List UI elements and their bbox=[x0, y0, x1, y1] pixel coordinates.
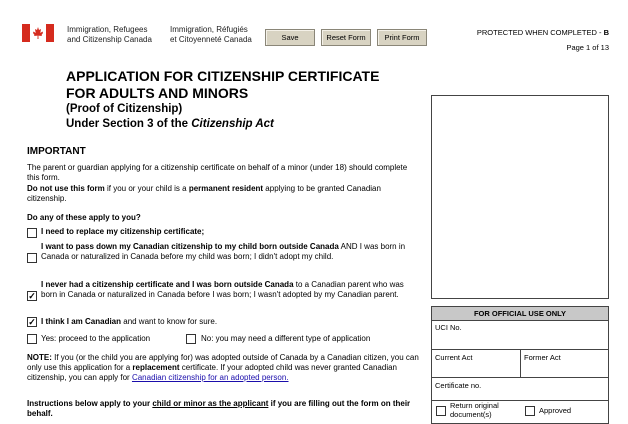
replace-certificate-checkbox[interactable] bbox=[27, 228, 37, 238]
former-act-label: Former Act bbox=[524, 353, 561, 362]
return-documents-checkbox[interactable] bbox=[436, 406, 446, 416]
dept-fr-line1: Immigration, Réfugiés bbox=[170, 25, 248, 34]
instructions-paragraph bbox=[27, 399, 419, 419]
instr-underline: child or minor as the applicant bbox=[152, 399, 269, 408]
opt4-text: and want to know for sure. bbox=[121, 317, 218, 326]
current-act-label: Current Act bbox=[435, 353, 473, 362]
dept-en-line2: and Citizenship Canada bbox=[67, 35, 152, 44]
question-label: Do any of these apply to you? bbox=[27, 213, 141, 222]
canada-flag-logo bbox=[22, 24, 54, 42]
opt2-bold: I want to pass down my Canadian citizenship to my child born outside Canada bbox=[41, 242, 339, 251]
return-documents-label: Return original document(s) bbox=[450, 401, 499, 419]
opt3-text: to a Canadian parent who was born in Canada or naturalized in Canada before I was born; I wasn't adopted by my Canadian parent. bbox=[41, 280, 404, 299]
photo-box bbox=[431, 95, 609, 299]
subtitle-section bbox=[66, 117, 274, 132]
approved-checkbox[interactable] bbox=[525, 406, 535, 416]
reset-form-button[interactable]: Reset Form bbox=[321, 29, 371, 46]
page-number: Page 1 of 13 bbox=[566, 43, 609, 52]
no-checkbox[interactable] bbox=[186, 334, 196, 344]
instr-bold1: Instructions below apply to your bbox=[27, 399, 153, 408]
subtitle-act: Citizenship Act bbox=[191, 118, 274, 130]
think-canadian-checkbox[interactable] bbox=[27, 317, 37, 327]
no-label: No: you may need a different type of application bbox=[201, 334, 371, 343]
opt3-bold: I never had a citizenship certificate and I was born outside Canada bbox=[41, 280, 294, 289]
dept-fr-line2: et Citoyenneté Canada bbox=[170, 35, 252, 44]
opt1-bold: I need to replace my citizenship certificate; bbox=[41, 227, 205, 236]
important-paragraph-1: The parent or guardian applying for a citizenship certificate on behalf of a minor (under 18) should complete this form. bbox=[27, 163, 408, 182]
protected-letter: B bbox=[603, 28, 609, 37]
form-subtitle bbox=[66, 102, 274, 132]
dept-en-line1: Immigration, Refugees bbox=[67, 25, 148, 34]
former-act-field[interactable] bbox=[521, 350, 608, 378]
p2-text2: applying to be granted Canadian citizenship. bbox=[27, 184, 381, 203]
approved-label: Approved bbox=[539, 406, 572, 415]
option-pass-down-citizenship bbox=[41, 242, 421, 262]
p2-bold2: permanent resident bbox=[188, 184, 264, 193]
current-act-field[interactable] bbox=[432, 350, 521, 378]
certificate-no-field[interactable] bbox=[432, 378, 608, 401]
p2-text1: if you or your child is a bbox=[104, 184, 189, 193]
form-title bbox=[66, 68, 379, 102]
note-paragraph bbox=[27, 353, 419, 383]
check-icon: ✓ bbox=[28, 317, 36, 327]
title-line2: FOR ADULTS AND MINORS bbox=[66, 85, 249, 101]
department-name-en bbox=[67, 25, 152, 45]
official-use-header: FOR OFFICIAL USE ONLY bbox=[432, 307, 608, 321]
protected-text: PROTECTED WHEN COMPLETED - bbox=[476, 28, 604, 37]
important-heading: IMPORTANT bbox=[27, 146, 86, 157]
note-text2: certificate. If your adopted child was never granted Canadian citizenship, you can apply for bbox=[27, 363, 398, 382]
official-use-box bbox=[431, 306, 609, 424]
uci-field[interactable] bbox=[432, 320, 608, 350]
adopted-person-link[interactable]: Canadian citizenship for an adopted person. bbox=[131, 373, 289, 382]
yes-label: Yes: proceed to the application bbox=[41, 334, 151, 343]
subtitle-proof: (Proof of Citizenship) bbox=[66, 103, 183, 115]
note-bold2: replacement bbox=[132, 363, 180, 372]
note-bold: NOTE: bbox=[27, 353, 52, 362]
option-think-canadian bbox=[41, 317, 421, 327]
opt2-text: AND I was born in Canada or naturalized in Canada before my child was born; I didn't adopt my child. bbox=[41, 242, 406, 261]
note-text1: If you (or the child you are applying for) was adopted outside of Canada by a Canadian citizen, you can only use this application for a bbox=[27, 353, 419, 372]
certificate-no-label: Certificate no. bbox=[435, 381, 482, 390]
title-line1: APPLICATION FOR CITIZENSHIP CERTIFICATE bbox=[66, 68, 380, 84]
uci-label: UCI No. bbox=[435, 323, 462, 332]
instr-bold2: if you are filling out the form on their behalf. bbox=[27, 399, 411, 418]
important-paragraph-2 bbox=[27, 184, 417, 204]
never-had-certificate-checkbox[interactable] bbox=[27, 291, 37, 301]
yes-checkbox[interactable] bbox=[27, 334, 37, 344]
protected-label bbox=[477, 28, 609, 37]
option-never-had-certificate bbox=[41, 280, 421, 300]
subtitle-section-prefix: Under Section 3 of the bbox=[66, 118, 192, 130]
check-icon: ✓ bbox=[28, 291, 36, 301]
p2-bold1: Do not use this form bbox=[27, 184, 105, 193]
option-replace-certificate bbox=[41, 227, 421, 237]
department-name-fr bbox=[170, 25, 252, 45]
pass-down-citizenship-checkbox[interactable] bbox=[27, 253, 37, 263]
opt4-bold: I think I am Canadian bbox=[41, 317, 122, 326]
print-form-button[interactable]: Print Form bbox=[377, 29, 427, 46]
save-button[interactable]: Save bbox=[265, 29, 315, 46]
